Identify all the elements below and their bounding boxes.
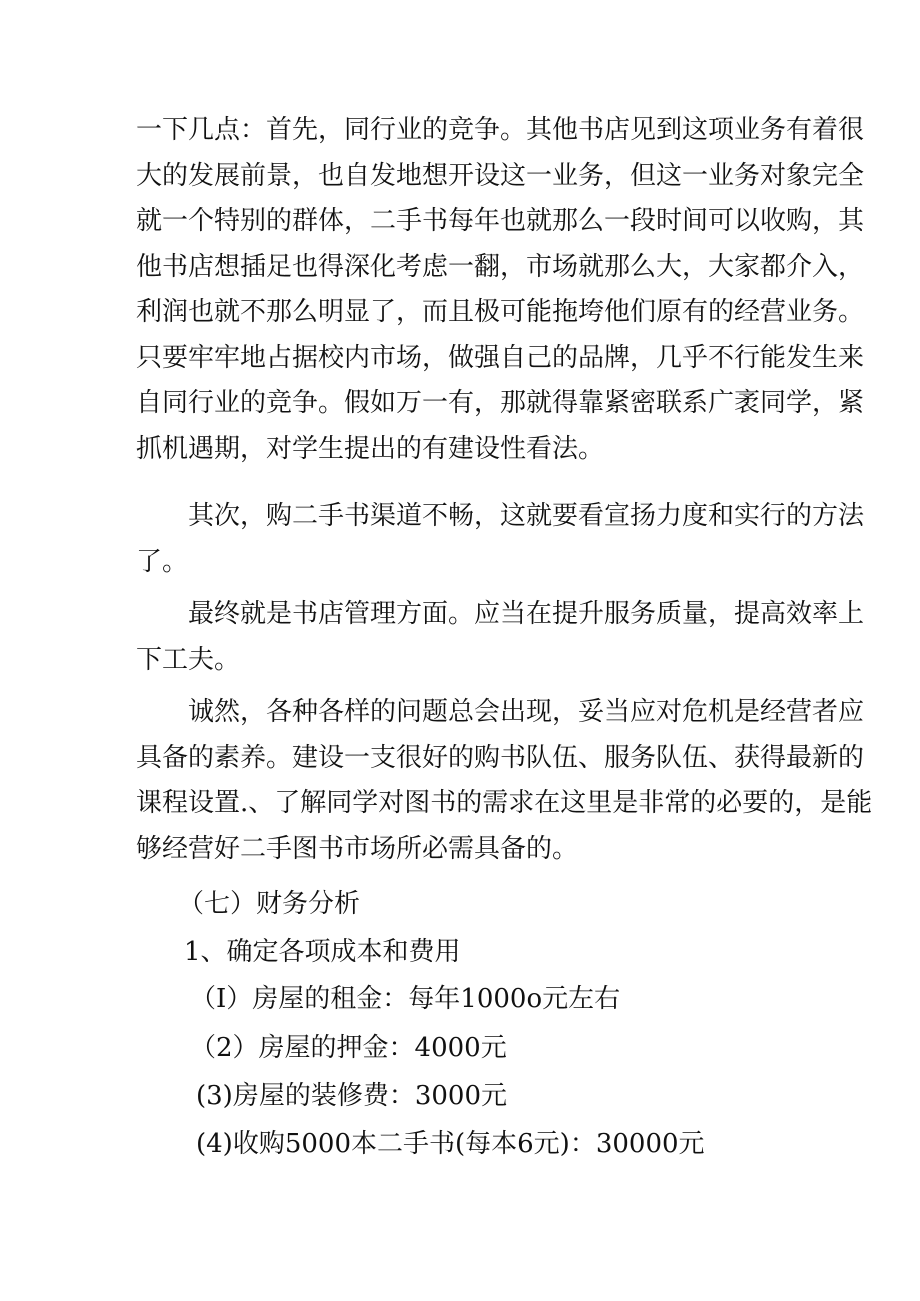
subheading: 1、确定各项成本和费用 <box>184 937 461 967</box>
paragraph-summary <box>136 690 873 872</box>
text-line: 只要牢牢地占据校内市场，做强自己的品牌，几乎不行能发生来 <box>136 342 865 373</box>
text-line: 下工夫。 <box>136 644 241 675</box>
text-line: 诚然，各种各样的问题总会出现，妥当应对危机是经营者应 <box>136 697 865 727</box>
text-line: 抓机遇期，对学生提出的有建设性看法。 <box>136 433 605 464</box>
cost-item: (3)房屋的装修费：3000元 <box>196 1081 507 1111</box>
text-line: 他书店想插足也得深化考虑一翻，市场就那么大，大家都介入， <box>136 251 865 282</box>
text-line: 一下几点：首先，同行业的竞争。其他书店见到这项业务有着很 <box>136 115 865 145</box>
text-line: 最终就是书店管理方面。应当在提升服务质量，提高效率上 <box>136 599 865 629</box>
text-line: 就一个特别的群体，二手书每年也就那么一段时间可以收购，其 <box>136 206 865 236</box>
cost-item: （2）房屋的押金：4000元 <box>190 1033 507 1063</box>
text-line: 其次，购二手书渠道不畅，这就要看宣扬力度和实行的方法 <box>136 501 865 531</box>
text-line: 了。 <box>136 546 189 577</box>
text-line: 利润也就不那么明显了，而且极可能拖垮他们原有的经营业务。 <box>136 297 865 327</box>
paragraph-management <box>136 592 865 683</box>
text-line: 大的发展前景，也自发地想开设这一业务，但这一业务对象完全 <box>136 160 865 191</box>
text-line: 具备的素养。建设一支很好的购书队伍、服务队伍、获得最新的 <box>136 742 865 773</box>
text-line: 自同行业的竞争。假如万一有，那就得靠紧密联系广袤同学，紧 <box>136 388 865 418</box>
text-line: 够经营好二手图书市场所必需具备的。 <box>136 833 579 864</box>
cost-item: (4)收购5000本二手书(每本6元)：30000元 <box>196 1129 705 1159</box>
paragraph-competition <box>136 108 865 472</box>
paragraph-channels <box>136 494 865 585</box>
text-line: 课程设置.、了解同学对图书的需求在这里是非常的必要的，是能 <box>136 788 873 818</box>
section-heading: （七）财务分析 <box>178 889 361 919</box>
cost-item: （I）房屋的租金：每年1000o元左右 <box>190 984 621 1014</box>
